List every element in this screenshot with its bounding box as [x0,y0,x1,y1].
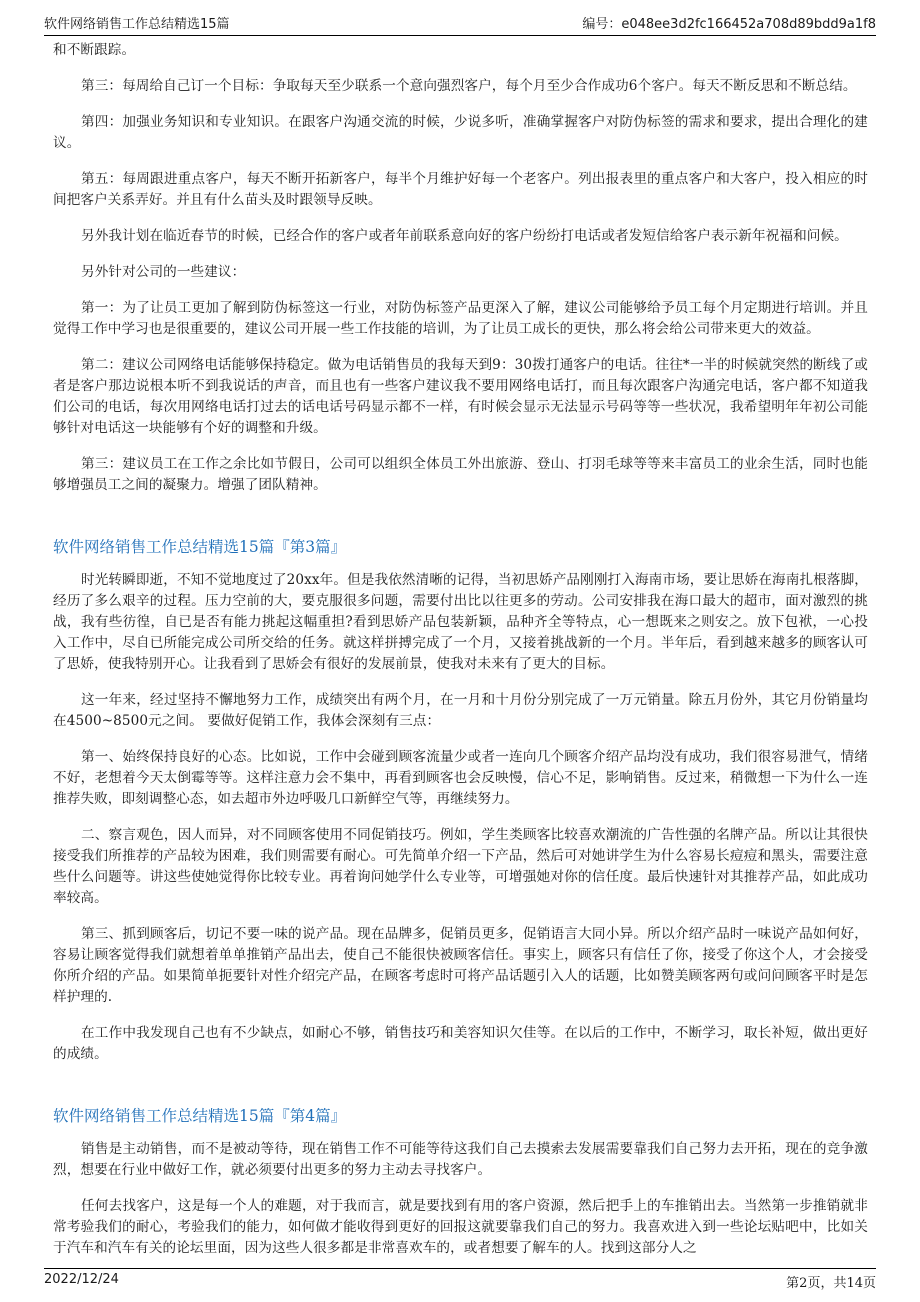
paragraph: 时光转瞬即逝，不知不觉地度过了20xx年。但是我依然清晰的记得，当初思娇产品刚刚打入海南市场，要让思娇在海南扎根落脚，经历了多么艰辛的过程。压力空前的大，要克服很多问题，需要付出比以往更多的劳动。公司安排我在海口最大的超市，面对激烈的挑战，我有些彷徨，自已是否有能力挑起这幅重担?看到思娇产品包装新颖，品种齐全等特点，心一想既来之则安之。放下包袱，一心投入工作中，尽自已所能完成公司所交给的任务。就这样拼搏完成了一个月，又接着挑战新的一个月。半年后，看到越来越多的顾客认可了思娇，使我特别开心。让我看到了思娇会有很好的发展前景，使我对未来有了更大的目标。 [53,572,868,672]
paragraph: 第五：每周跟进重点客户，每天不断开拓新客户，每半个月维护好每一个老客户。列出报表里的重点客户和大客户，投入相应的时间把客户关系弄好。并且有什么苗头及时跟领导反映。 [53,171,868,208]
paragraph: 二、察言观色，因人而异，对不同顾客使用不同促销技巧。例如，学生类顾客比较喜欢潮流的广告性强的名牌产品。所以让其很快接受我们所推荐的产品较为困难，我们则需要有耐心。可先简单介绍一下产品，然后可对她讲学生为什么容易长痘痘和黑头，需要注意些什么问题等。讲这些使她觉得你比较专业。再着询问她学什么专业等，可增强她对你的信任度。最后快速针对其推荐产品，如此成功率较高。 [53,827,868,906]
page-footer [44,1268,876,1294]
paragraph: 在工作中我发现自己也有不少缺点，如耐心不够，销售技巧和美容知识欠佳等。在以后的工作中，不断学习，取长补短，做出更好的成绩。 [53,1025,868,1062]
page-number: 第2页，共14页 [786,1276,876,1291]
paragraph: 销售是主动销售，而不是被动等待，现在销售工作不可能等待这我们自己去摸索去发展需要靠我们自己努力去开拓，现在的竞争激烈，想要在行业中做好工作，就必须要付出更多的努力主动去寻找客户。 [53,1141,868,1178]
section-3-title: 软件网络销售工作总结精选15篇『第3篇』 [53,538,347,556]
paragraph: 任何去找客户，这是每一个人的难题，对于我而言，就是要找到有用的客户资源，然后把手上的车推销出去。当然第一步推销就非常考验我们的耐心，考验我们的能力，如何做才能收得到更好的回报这就要靠我们自己的努力。我喜欢进入到一些论坛贴吧中，比如关于汽车和汽车有关的论坛里面，因为这些人很多都是非常喜欢车的，或者想要了解车的人。找到这部分人之 [53,1198,868,1256]
header-title: 软件网络销售工作总结精选15篇 [44,17,230,32]
paragraph: 第三：建议员工在工作之余比如节假日，公司可以组织全体员工外出旅游、登山、打羽毛球等等来丰富员工的业余生活，同时也能够增强员工之间的凝聚力。增强了团队精神。 [53,456,868,493]
paragraph: 这一年来，经过坚持不懈地努力工作，成绩突出有两个月，在一月和十月份分别完成了一万元销量。除五月份外，其它月份销量均在4500~8500元之间。 要做好促销工作，我体会深刻有三点： [53,692,868,729]
document-code: 编号：e048ee3d2fc166452a708d89bdd9a1f8 [582,17,876,32]
paragraph: 另外针对公司的一些建议： [81,264,246,280]
document-body [53,40,868,1274]
footer-date: 2022/12/24 [44,1272,119,1287]
paragraph: 和不断跟踪。 [53,42,136,58]
paragraph: 另外我计划在临近春节的时候，已经合作的客户或者年前联系意向好的客户纷纷打电话或者发短信给客户表示新年祝福和问候。 [81,228,848,244]
paragraph: 第四：加强业务知识和专业知识。在跟客户沟通交流的时候，少说多听，准确掌握客户对防伪标签的需求和要求，提出合理化的建议。 [53,114,868,151]
page-header [44,10,876,36]
paragraph: 第三、抓到顾客后，切记不要一味的说产品。现在品牌多，促销员更多，促销语言大同小异。所以介绍产品时一味说产品如何好，容易让顾客觉得我们就想着单单推销产品出去，使自己不能很快被顾客信任。事实上，顾客只有信任了你，接受了你这个人，才会接受你所介绍的产品。如果简单扼要针对性介绍完产品，在顾客考虑时可将产品话题引入人的话题，比如赞美顾客两句或问问顾客平时是怎样护理的. [53,926,868,1005]
paragraph: 第一：为了让员工更加了解到防伪标签这一行业，对防伪标签产品更深入了解，建议公司能够给予员工每个月定期进行培训。并且觉得工作中学习也是很重要的，建议公司开展一些工作技能的培训，为了让员工成长的更快，那么将会给公司带来更大的效益。 [53,300,868,337]
paragraph: 第一、始终保持良好的心态。比如说，工作中会碰到顾客流量少或者一连向几个顾客介绍产品均没有成功，我们很容易泄气，情绪不好，老想着今天太倒霉等等。这样注意力会不集中，再看到顾客也会反映慢，信心不足，影响销售。反过来，稍微想一下为什么一连推荐失败，即刻调整心态，如去超市外边呼吸几口新鲜空气等，再继续努力。 [53,749,868,807]
section-4-title: 软件网络销售工作总结精选15篇『第4篇』 [53,1107,347,1125]
paragraph: 第二：建议公司网络电话能够保持稳定。做为电话销售员的我每天到9：30拨打通客户的电话。往往*一半的时候就突然的断线了或者是客户那边说根本听不到我说话的声音，而且也有一些客户建议我不要用网络电话打，而且每次跟客户沟通完电话，客户都不知道我们公司的电话，每次用网络电话打过去的话电话号码显示都不一样，有时候会显示无法显示号码等等一些状况，我希望明年年初公司能够针对电话这一块能够有个好的调整和升级。 [53,357,868,436]
paragraph: 第三：每周给自己订一个目标：争取每天至少联系一个意向强烈客户，每个月至少合作成功6个客户。每天不断反思和不断总结。 [81,78,857,94]
